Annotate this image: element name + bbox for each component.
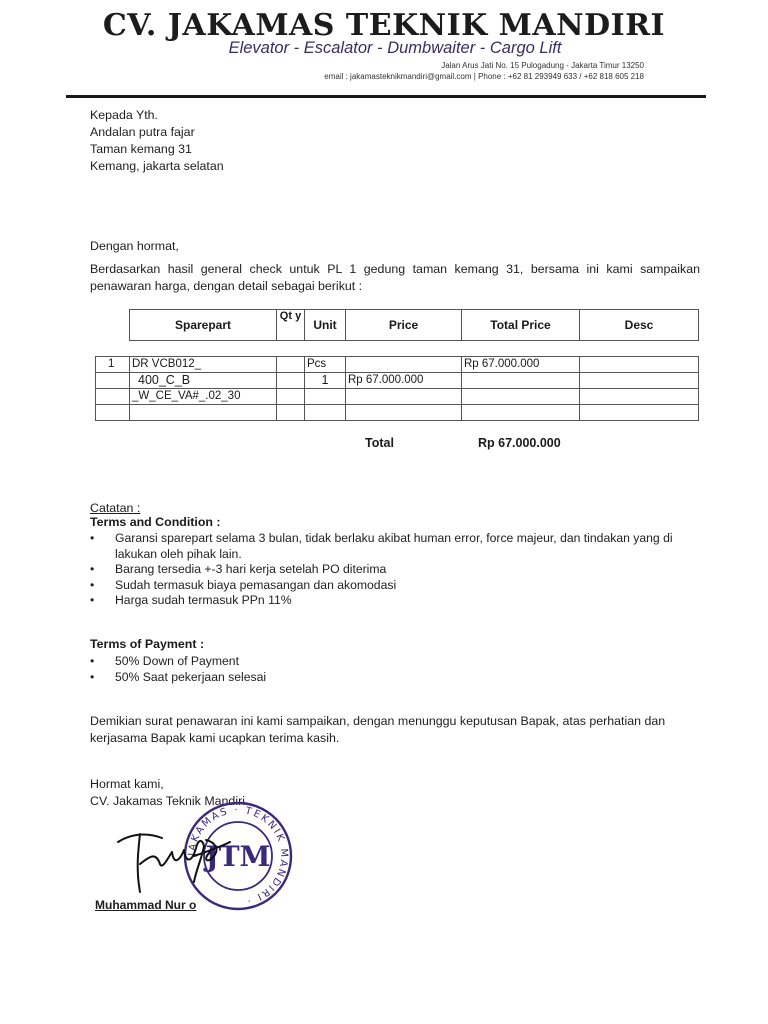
item-qty: 1 xyxy=(305,373,346,389)
company-services: Elevator - Escalator - Dumbwaiter - Cargo Lift xyxy=(228,39,562,57)
item-code-line3: _W_CE_VA#_.02_30 xyxy=(130,389,277,405)
company-name: CV. JAKAMAS TEKNIK MANDIRI xyxy=(102,8,666,43)
greeting: Dengan hormat, xyxy=(90,239,179,253)
table-row xyxy=(96,389,699,405)
header-divider xyxy=(66,95,706,98)
company-address: Jalan Arus Jati No. 15 Pulogadung - Jakarta Timur 13250 xyxy=(441,61,644,70)
recipient-name: Andalan putra fajar xyxy=(90,125,195,139)
stamp-monogram: JTM xyxy=(205,840,271,873)
col-header-qty: Qt y xyxy=(277,310,305,341)
list-item: • 50% Down of Payment xyxy=(90,654,266,670)
recipient-address: Taman kemang 31 xyxy=(90,142,192,156)
signer-name: Muhammad Nur o xyxy=(95,898,197,912)
closing-paragraph: Demikian surat penawaran ini kami sampaikan, dengan menunggu keputusan Bapak, atas perhatian dan kerjasama Bapak kami ucapkan terima kasih. xyxy=(90,714,666,745)
list-item: • Harga sudah termasuk PPn 11% xyxy=(90,593,702,609)
col-header-desc: Desc xyxy=(580,310,699,341)
recipient-city: Kemang, jakarta selatan xyxy=(90,159,224,173)
col-header-sparepart: Sparepart xyxy=(130,310,277,341)
notes-label: Catatan : xyxy=(90,501,141,515)
payment-terms-list xyxy=(90,654,266,685)
total-label: Total xyxy=(365,436,394,450)
sign-off: Hormat kami, xyxy=(90,777,164,791)
item-code-line1: DR VCB012_ xyxy=(130,357,277,373)
terms-title: Terms and Condition : xyxy=(90,515,221,529)
row-number: 1 xyxy=(96,357,130,373)
table-row xyxy=(96,405,699,421)
recipient-salutation: Kepada Yth. xyxy=(90,108,158,122)
stamp-ring-text: JAKAMAS · TEKNIK MANDIRI · xyxy=(186,804,290,907)
item-code-line2: 400_C_B xyxy=(130,373,277,389)
payment-terms-title: Terms of Payment : xyxy=(90,637,205,651)
table-header xyxy=(129,309,699,341)
list-item: • Garansi sparepart selama 3 bulan, tidak berlaku akibat human error, force majeur, dan tindakan yang di lakukan oleh pihak lain. xyxy=(90,531,702,562)
recipient-block xyxy=(90,107,224,175)
handwritten-signature xyxy=(110,812,240,898)
list-item: • Barang tersedia +-3 hari kerja setelah PO diterima xyxy=(90,562,702,578)
col-header-total-price: Total Price xyxy=(462,310,580,341)
terms-list xyxy=(90,531,702,609)
table-row xyxy=(96,373,699,389)
list-item: • Sudah termasuk biaya pemasangan dan akomodasi xyxy=(90,578,702,594)
item-price: Rp 67.000.000 xyxy=(346,373,462,389)
total-value: Rp 67.000.000 xyxy=(478,436,561,450)
item-unit: Pcs xyxy=(305,357,346,373)
items-table xyxy=(95,356,699,421)
list-item: • 50% Saat pekerjaan selesai xyxy=(90,670,266,686)
signing-company: CV. Jakamas Teknik Mandiri xyxy=(90,794,245,808)
item-total-price: Rp 67.000.000 xyxy=(462,357,580,373)
table-row xyxy=(96,357,699,373)
company-contact: email : jakamasteknikmandiri@gmail.com | Phone : +62 81 293949 633 / +62 818 605 218 xyxy=(324,72,644,81)
col-header-unit: Unit xyxy=(305,310,346,341)
intro-paragraph: Berdasarkan hasil general check untuk PL 1 gedung taman kemang 31, bersama ini kami sampaikan penawaran harga, dengan detail sebagai berikut : xyxy=(90,262,700,293)
col-header-price: Price xyxy=(346,310,462,341)
